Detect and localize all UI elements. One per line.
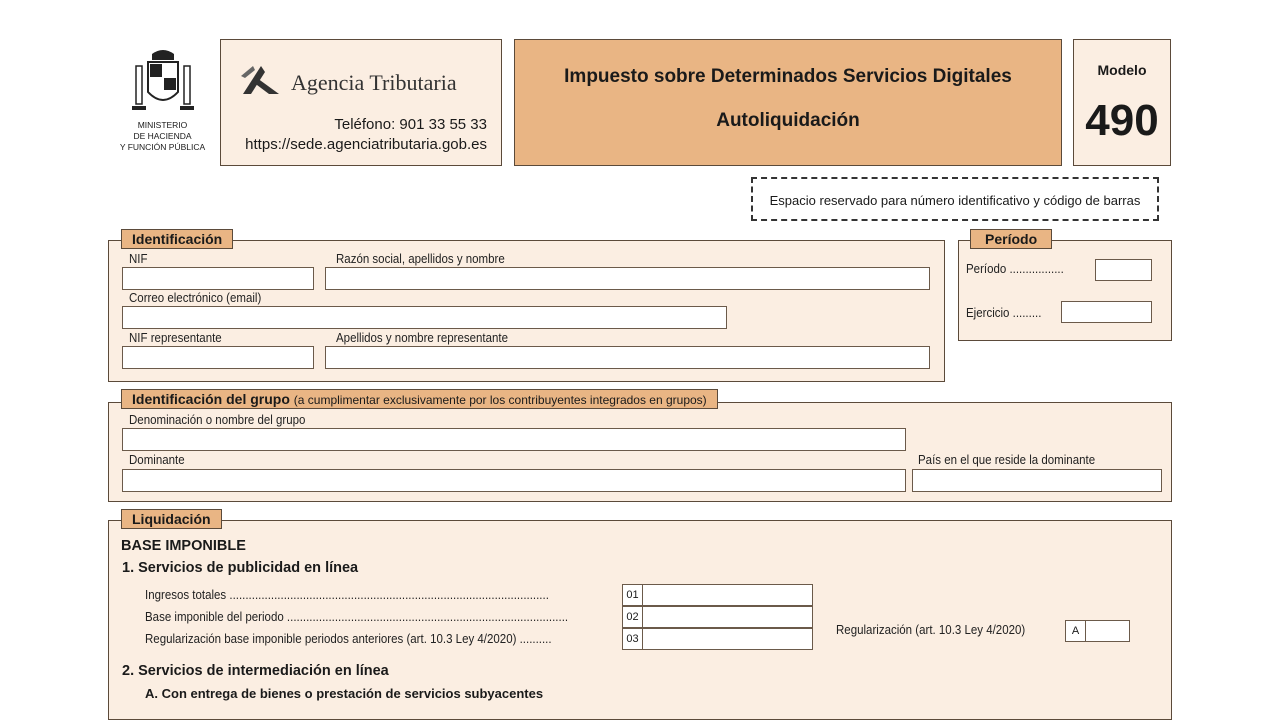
grupo-note: (a cumplimentar exclusivamente por los contribuyentes integrados en grupos)	[293, 393, 707, 407]
casilla-03-code: 03	[623, 629, 643, 649]
casilla-01[interactable]	[622, 584, 813, 606]
identificacion-title: Identificación	[121, 229, 233, 249]
casilla-01-code: 01	[623, 585, 643, 605]
ministry-line1: MINISTERIO	[137, 120, 188, 130]
periodo-label: Período .................	[966, 262, 1064, 276]
razon-label: Razón social, apellidos y nombre	[336, 252, 505, 266]
regularizacion-base-label: Regularización base imponible periodos anteriores (art. 10.3 Ley 4/2020) ..........	[145, 632, 552, 646]
agency-name: Agencia Tributaria	[291, 70, 457, 95]
grupo-title-text: Identificación del grupo	[132, 391, 290, 407]
ministry-line2: DE HACIENDA	[133, 131, 192, 141]
servicios-intermediacion-heading: 2. Servicios de intermediación en línea	[122, 663, 389, 679]
liquidacion-title: Liquidación	[121, 509, 222, 529]
agency-box	[220, 39, 502, 166]
agency-phone: Teléfono: 901 33 55 33	[334, 116, 487, 133]
nif-rep-field[interactable]	[122, 346, 314, 369]
casilla-02[interactable]	[622, 606, 813, 628]
ministry-logo	[110, 48, 215, 158]
barcode-area	[751, 177, 1159, 221]
email-field[interactable]	[122, 306, 727, 329]
ejercicio-label: Ejercicio .........	[966, 306, 1042, 320]
nif-rep-label: NIF representante	[129, 331, 222, 345]
periodo-field[interactable]	[1095, 259, 1152, 281]
agency-logo-icon	[239, 60, 283, 100]
casilla-a-code: A	[1066, 621, 1086, 641]
periodo-title: Período	[970, 229, 1052, 249]
nif-field[interactable]	[122, 267, 314, 290]
servicios-publicidad-heading: 1. Servicios de publicidad en línea	[122, 560, 359, 576]
dominante-field[interactable]	[122, 469, 906, 492]
entrega-bienes-subheading: A. Con entrega de bienes o prestación de servicios subyacentes	[145, 686, 544, 701]
pais-field[interactable]	[912, 469, 1162, 492]
form-subtitle: Autoliquidación	[716, 110, 860, 131]
pais-label: País en el que reside la dominante	[918, 453, 1096, 467]
denominacion-label: Denominación o nombre del grupo	[129, 413, 306, 427]
email-label: Correo electrónico (email)	[129, 291, 262, 305]
modelo-label: Modelo	[1097, 62, 1147, 78]
ingresos-totales-label: Ingresos totales ....................................................................................................	[145, 588, 549, 602]
casilla-02-code: 02	[623, 607, 643, 627]
agency-url: https://sede.agenciatributaria.gob.es	[245, 136, 487, 153]
nombre-rep-field[interactable]	[325, 346, 930, 369]
periodo-section	[958, 240, 1172, 341]
modelo-box	[1073, 39, 1171, 166]
modelo-number: 490	[1085, 96, 1159, 145]
coat-of-arms-icon	[128, 48, 198, 118]
regularizacion-label: Regularización (art. 10.3 Ley 4/2020)	[836, 623, 1026, 637]
casilla-03[interactable]	[622, 628, 813, 650]
nombre-rep-label: Apellidos y nombre representante	[336, 331, 508, 345]
base-periodo-label: Base imponible del periodo ........................................................................................	[145, 610, 569, 624]
barcode-note: Espacio reservado para número identificativo y código de barras	[769, 193, 1141, 208]
ministry-line3: Y FUNCIÓN PÚBLICA	[119, 142, 206, 152]
base-imponible-heading: BASE IMPONIBLE	[121, 538, 246, 554]
ejercicio-field[interactable]	[1061, 301, 1152, 323]
title-box	[514, 39, 1062, 166]
nif-label: NIF	[129, 252, 148, 266]
form-title: Impuesto sobre Determinados Servicios Digitales	[564, 66, 1012, 87]
grupo-title	[121, 389, 718, 409]
denominacion-field[interactable]	[122, 428, 906, 451]
razon-social-field[interactable]	[325, 267, 930, 290]
casilla-a[interactable]	[1065, 620, 1130, 642]
dominante-label: Dominante	[129, 453, 185, 467]
